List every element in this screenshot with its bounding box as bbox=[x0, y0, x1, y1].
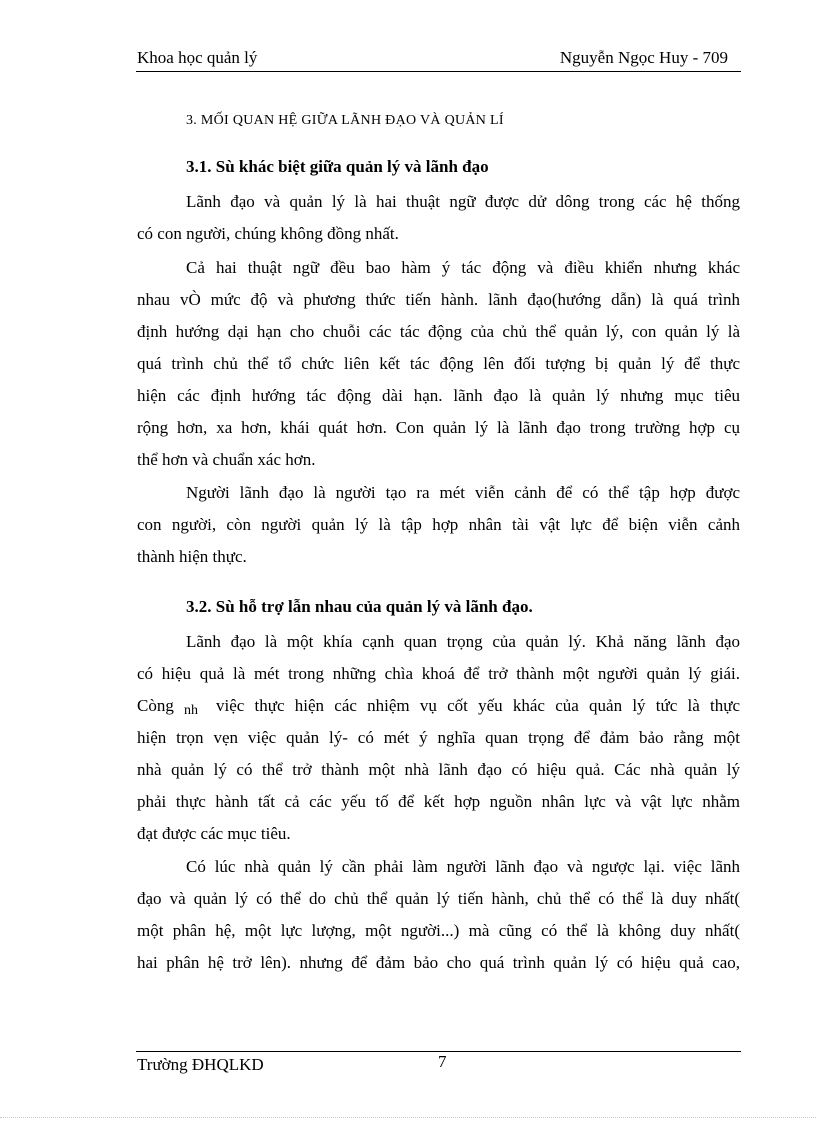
paragraph-line: có hiệu quả là mét trong những chìa khoá để trở thành một người quản lý giái. bbox=[137, 664, 740, 683]
paragraph-line: con người, còn người quản lý là tập hợp nhân tài vật lực để biện viễn cảnh bbox=[137, 515, 740, 534]
subsection-heading-3-1: 3.1. Sù khác biệt giữa quản lý và lãnh đạo bbox=[186, 157, 489, 176]
paragraph-line: có con người, chúng không đồng nhất. bbox=[137, 224, 399, 243]
paragraph-line: một phân hệ, một lực lượng, một người...) mà cũng có thể là không duy nhất( bbox=[137, 921, 740, 940]
header-author: Nguyễn Ngọc Huy - 709 bbox=[559, 48, 728, 67]
paragraph-line-start: Còng bbox=[137, 696, 174, 715]
section-title: 3. MỐI QUAN HỆ GIỮA LÃNH ĐẠO VÀ QUẢN LÍ bbox=[186, 113, 504, 128]
paragraph-line: rộng hơn, xa hơn, khái quát hơn. Con quản lý là lãnh đạo trong trường hợp cụ bbox=[137, 418, 740, 437]
paragraph-line: nhau vÒ mức độ và phương thức tiến hành. lãnh đạo(hướng dẫn) là quá trình bbox=[137, 290, 740, 309]
paragraph-line: Lãnh đạo là một khía cạnh quan trọng của quản lý. Khả năng lãnh đạo bbox=[186, 632, 740, 651]
paragraph-line: Có lúc nhà quản lý cần phải làm người lãnh đạo và ngược lại. việc lãnh bbox=[186, 857, 740, 876]
paragraph-line: Lãnh đạo và quản lý là hai thuật ngữ được dử dông trong các hệ thống bbox=[186, 192, 740, 211]
paragraph-line: thể hơn và chuẩn xác hơn. bbox=[137, 450, 316, 469]
paragraph-line: đạo và quản lý có thể do chủ thể quản lý tiến hành, chủ thể có thể là duy nhất( bbox=[137, 889, 740, 908]
subsection-heading-3-2: 3.2. Sù hỗ trợ lẫn nhau của quản lý và lãnh đạo. bbox=[186, 597, 533, 616]
paragraph-line-rest: việc thực hiện các nhiệm vụ cốt yếu khác của quản lý tức là thực bbox=[216, 696, 740, 715]
paragraph-line: đạt được các mục tiêu. bbox=[137, 824, 291, 843]
paragraph-line: quá trình chủ thể tổ chức liên kết tác động lên đối tượng bị quản lý để thực bbox=[137, 354, 740, 373]
paragraph-line: hiện trọn vẹn việc quản lý- có mét ý nghĩa quan trọng để đảm bảo rằng một bbox=[137, 728, 740, 747]
paragraph-line: thành hiện thực. bbox=[137, 547, 247, 566]
paragraph-line: hiện các định hướng tác động dài hạn. lãnh đạo là quản lý nhưng mục tiêu bbox=[137, 386, 740, 405]
stray-fragment: nh bbox=[184, 703, 198, 718]
paragraph-line: Người lãnh đạo là người tạo ra mét viễn cảnh để có thể tập hợp được bbox=[186, 483, 740, 502]
paragraph-line: hai phân hệ trở lên). nhưng để đảm bảo cho quá trình quản lý có hiệu quả cao, bbox=[137, 953, 740, 972]
page-number: 7 bbox=[438, 1052, 447, 1071]
paragraph-line: Cả hai thuật ngữ đều bao hàm ý tác động và điều khiển nhưng khác bbox=[186, 258, 740, 277]
header-rule bbox=[136, 71, 741, 72]
page-edge-dotted bbox=[0, 1117, 816, 1118]
footer-school: Trường ĐHQLKD bbox=[137, 1055, 264, 1074]
paragraph-line: định hướng dại hạn cho chuỗi các tác động của chủ thể quản lý, con quản lý là bbox=[137, 322, 740, 341]
paragraph-line: nhà quản lý có thể trở thành một nhà lãnh đạo có hiệu quả. Các nhà quản lý bbox=[137, 760, 740, 779]
paragraph-line: phải thực hành tất cả các yếu tố để kết hợp nguồn nhân lực và vật lực nhằm bbox=[137, 792, 740, 811]
header-course-title: Khoa học quản lý bbox=[137, 48, 258, 67]
